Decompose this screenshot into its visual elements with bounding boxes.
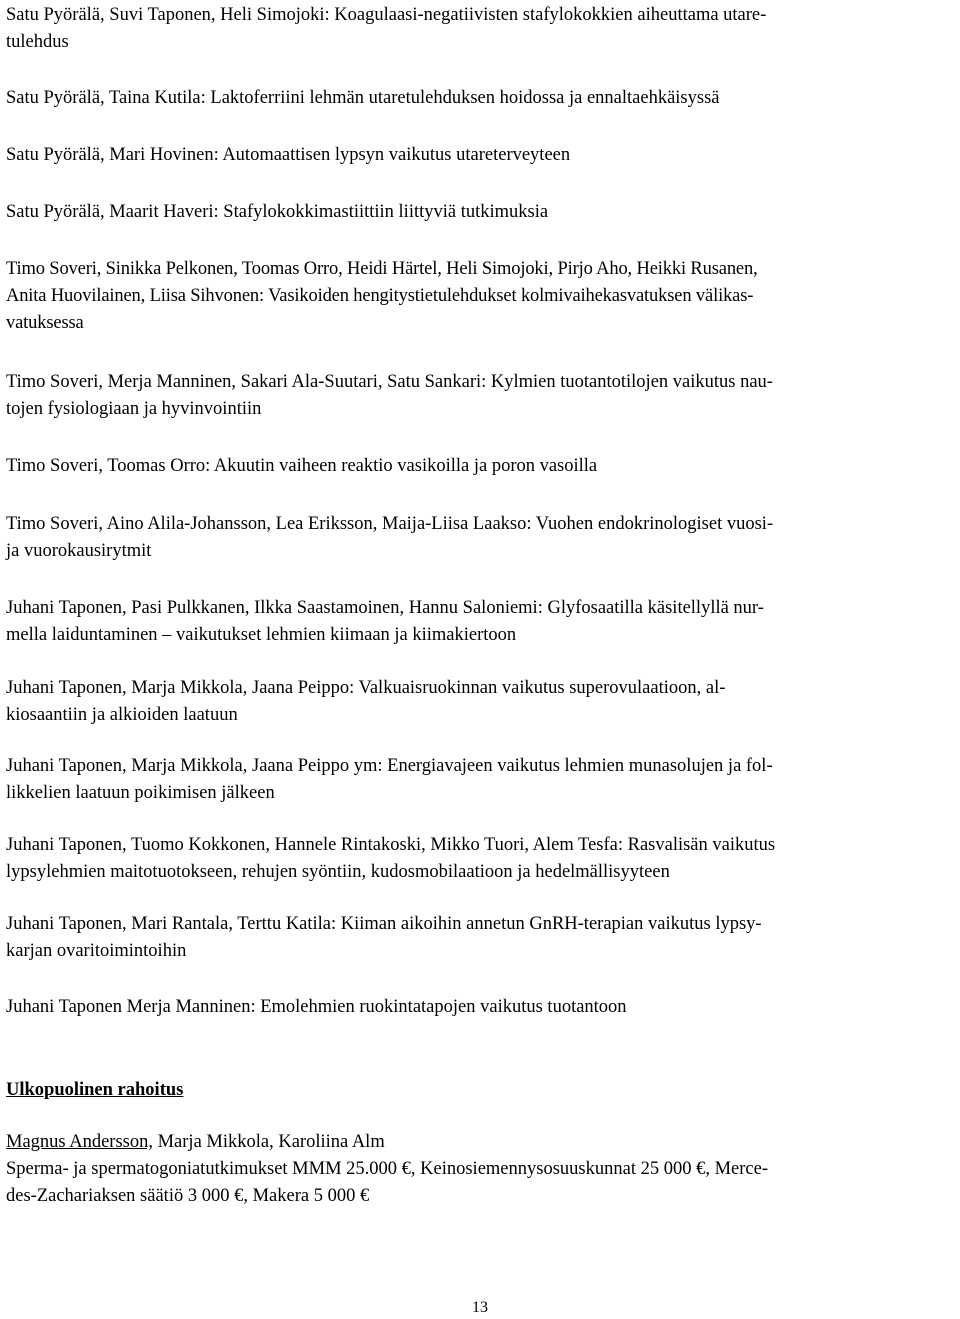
publication-entry: Juhani Taponen, Marja Mikkola, Jaana Peippo: Valkuaisruokinnan vaikutus superovulaatioon, al- kiosaantiin ja alkioiden laatuun <box>6 678 726 725</box>
publication-entry: Juhani Taponen Merja Manninen: Emolehmien ruokintatapojen vaikutus tuotantoon <box>6 997 627 1017</box>
publication-entry: Satu Pyörälä, Taina Kutila: Laktoferriini lehmän utaretulehduksen hoidossa ja ennaltaehkäisyssä <box>6 88 720 108</box>
publication-entry: Timo Soveri, Toomas Orro: Akuutin vaiheen reaktio vasikoilla ja poron vasoilla <box>6 456 598 476</box>
publication-entry: Timo Soveri, Aino Alila-Johansson, Lea Eriksson, Maija-Liisa Laakso: Vuohen endokrinologiset vuosi- ja vuorokausirytmit <box>6 514 774 561</box>
publication-entry: Juhani Taponen, Marja Mikkola, Jaana Peippo ym: Energiavajeen vaikutus lehmien munasolujen ja fol- likkelien laatuun poikimisen jälkeen <box>6 756 773 803</box>
publication-entry: Satu Pyörälä, Mari Hovinen: Automaattisen lypsyn vaikutus utareterveyteen <box>6 145 571 165</box>
researcher-name-underlined: Magnus Andersson, <box>6 1132 153 1152</box>
publication-entry: Juhani Taponen, Pasi Pulkkanen, Ilkka Saastamoinen, Hannu Saloniemi: Glyfosaatilla käsitellyllä nur- mella laiduntaminen – vaikutukset lehmien kiimaan ja kiimakiertoon <box>6 598 764 645</box>
funding-sources: Sperma- ja spermatogoniatutkimukset MMM 25.000 €, Keinosiemennysosuuskunnat 25 000 €, Merce- <box>6 1159 768 1179</box>
page-number: 13 <box>472 1299 488 1316</box>
funding-entry <box>6 1129 956 1210</box>
publication-entry: Timo Soveri, Merja Manninen, Sakari Ala-Suutari, Satu Sankari: Kylmien tuotantotilojen vaikutus nau- tojen fysiologiaan ja hyvinvointiin <box>6 372 773 419</box>
publication-entry: Satu Pyörälä, Suvi Taponen, Heli Simojoki: Koagulaasi-negatiivisten stafylokokkien aiheuttama utare- tulehdus <box>6 5 767 52</box>
researcher-names: Marja Mikkola, Karoliina Alm <box>152 1132 385 1152</box>
publication-entry: Satu Pyörälä, Maarit Haveri: Stafylokokkimastiittiin liittyviä tutkimuksia <box>6 202 549 222</box>
publication-entry: Timo Soveri, Sinikka Pelkonen, Toomas Orro, Heidi Härtel, Heli Simojoki, Pirjo Aho, Heikki Rusanen, Anita Huovilainen, Liisa Sihvonen: Vasikoiden hengitystietulehdukset kolmivaihekasvatuksen välikas- vatuksessa <box>6 259 758 333</box>
publication-entry: Juhani Taponen, Tuomo Kokkonen, Hannele Rintakoski, Mikko Tuori, Alem Tesfa: Rasvalisän vaikutus lypsylehmien maitotuotokseen, rehujen syöntiin, kudosmobilaatioon ja hedelmällisyyteen <box>6 835 776 882</box>
publication-entry: Juhani Taponen, Mari Rantala, Terttu Katila: Kiiman aikoihin annetun GnRH-terapian vaikutus lypsy- karjan ovaritoimintoihin <box>6 914 762 961</box>
section-heading-external-funding: Ulkopuolinen rahoitus <box>6 1080 184 1100</box>
funding-sources-cont: des-Zachariaksen säätiö 3 000 €, Makera 5 000 € <box>6 1186 370 1206</box>
